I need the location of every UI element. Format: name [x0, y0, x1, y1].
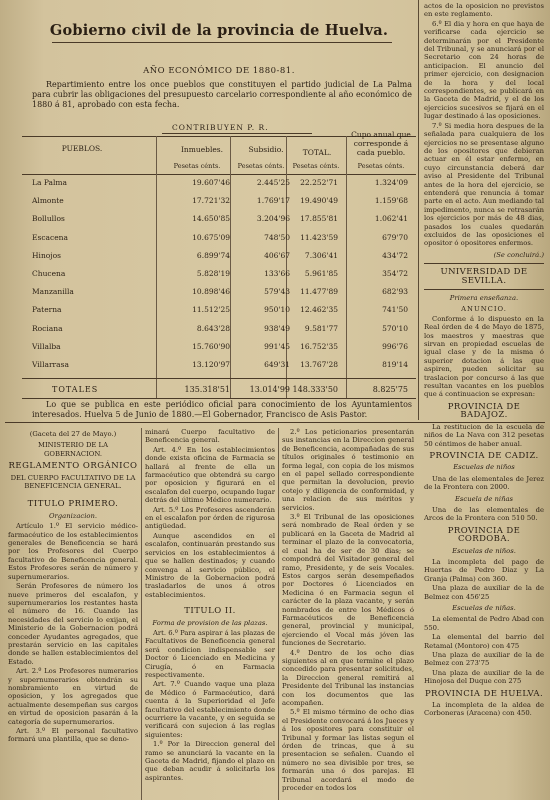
contribuyen-label: CONTRIBUYEN P. R.	[172, 123, 269, 132]
town-name: Bollullos	[32, 214, 65, 224]
subsidio-value: 406'67	[264, 250, 290, 260]
subsidio-value: 1.769'17	[256, 196, 290, 206]
totals-label: TOTALES	[52, 385, 99, 394]
table-row	[22, 342, 416, 362]
title-rule	[52, 42, 392, 43]
article-paragraph: minará Cuerpo facultativo de Beneficencia general.	[145, 428, 275, 445]
table-row	[22, 196, 416, 216]
town-name: Rociana	[32, 323, 63, 333]
table-row	[22, 214, 416, 234]
inmuebles-value: 11.512'25	[192, 305, 230, 315]
right-column	[424, 0, 544, 800]
inmuebles-value: 10.898'46	[192, 287, 230, 297]
inmuebles-value: 8.643'28	[196, 323, 230, 333]
ministerio-heading: MINISTERIO DE LA GOBERNACION.	[38, 441, 108, 458]
article-paragraph: Una plaza de auxiliar de la de Belmez con 456'25	[424, 584, 544, 601]
contrib-rule	[162, 133, 312, 134]
total-value: 9.581'77	[304, 323, 338, 333]
totals-rule	[22, 378, 416, 379]
province-heading: PROVINCIA DE CADIZ.	[429, 450, 539, 461]
town-name: Chucena	[32, 269, 66, 278]
cupo-value: 354'72	[382, 269, 408, 278]
cupo-value: 819'14	[382, 360, 408, 369]
closing-paragraph: Lo que se publica en este periódico oficial para conocimiento de los Ayuntamientos interesados. Huelva 5 de Junio de 1880.—El Gobernador, Francisco de Asis Pastor.	[32, 400, 412, 419]
article-paragraph: 6.º El dia y hora en que haya de verificarse cada ejercicio se determinarán por el Presidente del Tribunal, y se anunciará por el Secretario con 24 horas de anticipacion. El anuncio del primer ejercicio, con designacion de la hora y del local correspondientes, se publicará en la Gaceta de Madrid, y el de los ejercicios sucesivos se fijará en el lugar destinado á las oposiciones.	[424, 19, 544, 121]
subsidio-value: 2.445'25	[256, 178, 290, 187]
forma-heading: Forma de provision de las plazas.	[152, 618, 268, 627]
school-type: Escuela de niñas	[454, 494, 514, 503]
article-paragraph: Artículo 1.º El servicio médico-farmacéutico de los establecimientos generales de Beneficencia se hará por los Profesores del Cuerpo facultativo de Beneficencia general. Estos Profesores serán de número y supernumerarios.	[8, 522, 138, 581]
town-name: Hinojos	[32, 250, 61, 260]
total-value: 17.855'81	[300, 214, 338, 224]
article-paragraph: Art. 2.º Los Profesores numerarios y supernumerarios obtendrán su nombramiento en virtud de oposicion, y los agregados que actualmente desempeñan sus cargos en virtud de oposicion pasarán á la categoría de supernumerarios.	[8, 667, 138, 726]
total-value: 22.252'71	[300, 178, 338, 187]
column-rule	[141, 428, 142, 800]
school-type: Escuelas de niños.	[452, 546, 516, 555]
province-heading: PROVINCIA DE HUELVA.	[424, 688, 544, 699]
subsidio-value: 579'43	[264, 287, 290, 297]
unit-label: Pesetas cénts.	[292, 162, 340, 170]
inmuebles-value: 5.828'19	[196, 269, 230, 278]
inmuebles-value: 6.899'74	[196, 250, 230, 260]
cupo-value: 1.159'68	[374, 196, 408, 206]
article-paragraph: La incompleta del pago de Huertas de Pedro Diaz y La Granja (Palma) con 360.	[424, 557, 544, 583]
continued-note: (Se concluirá.)	[493, 250, 544, 259]
table-row	[22, 269, 416, 289]
column-rule	[418, 0, 419, 420]
cupo-value: 741'50	[382, 305, 408, 315]
unit-label: Pesetas cénts.	[357, 162, 405, 170]
fiscal-year: AÑO ECONÓMICO DE 1880-81.	[143, 66, 295, 76]
article-paragraph: Art. 6.º Para aspirar á las plazas de Facultativos de Beneficencia general será condicion indispensable ser Doctor ó Licenciado en Medicina y Cirugía, ó en Farmacia respectivamente.	[145, 628, 275, 679]
article-paragraph: 2.º Los peticionarios presentarán sus instancias en la Direccion general de Beneficencia, acompañadas de sus títulos originales ó testimonio en forma legal, con copia de los mismos en el papel sellado correspondiente que permitan la devolucion, previo cotejo y diligencia de conformidad, y una relacion de sus méritos y servicios.	[282, 428, 414, 512]
article-paragraph: La elemental de Pedro Abad con 550.	[424, 615, 544, 632]
table-header-rule	[22, 174, 416, 175]
col-header-pueblos: PUEBLOS.	[61, 144, 103, 153]
page-title: Gobierno civil de la provincia de Huelva.	[49, 22, 389, 39]
gaceta-ref: (Gaceta del 27 de Mayo.)	[29, 430, 117, 438]
province-heading: PROVINCIA DE BADAJOZ.	[447, 401, 521, 421]
table-row	[22, 324, 416, 344]
total-inmuebles: 135.318'51	[184, 385, 230, 394]
cupo-value: 996'76	[382, 341, 408, 351]
article-paragraph: La restitucion de la escuela de niños de La Nava con 312 pesetas 50 céntimos de haber anual.	[424, 422, 544, 448]
inmuebles-value: 14.650'85	[192, 214, 230, 224]
article-paragraph: 3.º El Tribunal de las oposiciones será nombrado de Real órden y se publicará en la Gaceta de Madrid al terminar el plazo de la convocatoria, el cual ha de ser de 30 dias; se compondrá del Visitador general del ramo, Presidente, y de seis Vocales. Estos cargos serán desempeñados por Doctores ó Licenciados en Medicina ó en Farmacia segun el carácter de la plaza vacante, y serán nombrados de entre los Médicos ó Farmacéuticos de Beneficencia general, provincial y municipal, ejerciendo el Vocal más jóven las funciones de Secretario.	[282, 513, 414, 648]
cupo-value: 1.324'09	[374, 178, 408, 187]
article-paragraph: Una de las elementales de Jerez de la Frontera con 2000.	[424, 474, 544, 492]
unit-label: Pesetas cénts.	[237, 162, 285, 170]
article-column-1	[8, 428, 138, 800]
article-paragraph: Una de las elementales de Arcos de la Frontera con 510 50.	[424, 505, 544, 523]
total-value: 13.767'28	[300, 360, 338, 369]
col-header-total: TOTAL.	[302, 148, 332, 157]
unit-label: Pesetas cénts.	[173, 162, 221, 170]
school-type: Escuelas de niñas.	[452, 604, 516, 612]
titulo-segundo: TITULO II.	[184, 606, 236, 617]
total-subsidio: 13.014'99	[249, 385, 290, 394]
section-rule	[424, 263, 544, 264]
inmuebles-value: 17.721'32	[192, 196, 230, 206]
subsidio-value: 133'66	[264, 269, 290, 278]
table-row	[22, 178, 416, 198]
article-paragraph: Una plaza de auxiliar de la de Hinojosa del Duque con 275	[424, 668, 544, 686]
totals-bottom-rule	[22, 398, 416, 399]
cupo-value: 434'72	[382, 250, 408, 260]
section-rule	[424, 289, 544, 290]
article-paragraph: Art. 3.º El personal facultativo formará una plantilla, que se deno-	[8, 727, 138, 744]
table-row	[22, 287, 416, 307]
organizacion-heading: Organizacion.	[48, 511, 98, 520]
article-paragraph: 1.º Por la Direccion general del ramo se anunciará la vacante en la Gaceta de Madrid, fijando el plazo en que deban acudir á solicitarla los aspirantes.	[145, 740, 275, 782]
col-header-cupo: Cupo anual que corresponde á cada pueblo.	[351, 130, 411, 157]
town-name: Villarrasa	[32, 360, 69, 369]
main-notice	[22, 0, 416, 420]
article-paragraph: Conforme á lo dispuesto en la Real órden de 4 de Mayo de 1875, los maestros y maestras que sirvan en propiedad escuelas de igual clase y de la misma ó superior dotacion á las que aspiren, pueden solicitar su traslacion por concurso á las que resultan vacantes en los pueblos que á continuacion se expresan:	[424, 314, 544, 399]
town-name: Escacena	[32, 232, 68, 242]
total-value: 16.752'35	[300, 341, 338, 351]
article-paragraph: Art. 5.º Los Profesores ascenderán en el escalafon por órden de rigurosa antigüedad.	[145, 505, 275, 531]
article-paragraph: 7.º Si media hora despues de la señalada para cualquiera de los ejercicios no se presentase alguno de los opositores que debieran actuar en él estar enfermo, en cuyo circunstancia deberá dar aviso al Presidente del Tribunal antes de la hora del ejercicio, se entenderá que renuncia á tomar parte en el acto. Aun mediando tal impedimento, nunca se retrasarán los ejercicios por más de 48 dias, pasados los cuales quedarán excluidos de las oposiciones el opositor ó opositores enfermos.	[424, 121, 544, 248]
article-column-3	[282, 428, 414, 800]
inmuebles-value: 13.120'97	[192, 360, 230, 369]
article-paragraph: 4.º Dentro de los ocho dias siguientes al en que termine el plazo concedido para presentar solicitudes, la Direccion general remitirá al Presidente del Tribunal las instancias con los documentos que las acompañen.	[282, 648, 414, 707]
article-paragraph: Aunque ascendidos en el escalafon, continuarán prestando sus servicios en los establecimientos á que se hallen destinados; y cuando convenga al servicio público, el Ministro de la Gobernacion podrá trasladarlos de unos á otros establecimientos.	[145, 531, 275, 599]
town-name: Manzanilla	[32, 287, 74, 297]
article-paragraph: Una plaza de auxiliar de la de Belmez con 273'75	[424, 651, 544, 668]
article-paragraph: 5.º El mismo término de ocho dias el Presidente convocará á los Jueces y á los opositores para constituir el Tribunal y formar las listas segun el órden de trincas, que á su presentacion se señalen. Cuando el número no sea divisible por tres, se formarán una ó dos parejas. El Tribunal acordará el modo de proceder en todos los	[282, 708, 414, 793]
subsidio-value: 3.204'96	[256, 214, 290, 224]
col-header-inmuebles: Inmuebles.	[180, 145, 224, 154]
intro-paragraph: Repartimiento entre los once pueblos que constituyen el partido judicial de La Palma para cubrir las obligaciones del presupuesto carcelario correspondiente al año económico de 1880 á 81, aprobado con esta fecha.	[32, 80, 412, 109]
subsidio-value: 950'10	[264, 305, 290, 315]
titulo-primero: TITULO PRIMERO.	[27, 499, 119, 510]
cupo-value: 570'10	[382, 323, 408, 333]
town-name: Almonte	[32, 196, 64, 206]
column-rule	[278, 428, 279, 800]
town-name: La Palma	[32, 178, 67, 187]
town-name: Paterna	[32, 305, 62, 315]
cupo-value: 1.062'41	[374, 214, 408, 224]
table-row	[22, 360, 416, 380]
inmuebles-value: 19.607'46	[192, 178, 230, 187]
inmuebles-value: 10.675'09	[192, 232, 230, 242]
cuerpo-heading: DEL CUERPO FACULTATIVO DE LA BENEFICENCIA GENERAL.	[10, 473, 136, 491]
anuncio-heading: ANUNCIO.	[461, 305, 507, 314]
article-paragraph: actos de la oposicion no previstos en este reglamento.	[424, 2, 544, 19]
total-total: 148.333'50	[292, 385, 338, 394]
total-value: 19.490'49	[300, 196, 338, 206]
subsidio-value: 649'31	[264, 360, 290, 369]
total-cupo: 8.825'75	[372, 385, 408, 394]
cupo-value: 679'70	[382, 232, 408, 242]
table-row	[22, 251, 416, 271]
cupo-value: 682'93	[382, 287, 408, 297]
total-value: 12.462'35	[300, 305, 338, 315]
total-value: 11.423'59	[300, 232, 338, 242]
total-value: 11.477'89	[300, 287, 338, 297]
col-header-subsidio: Subsidio.	[248, 145, 284, 154]
table-row	[22, 233, 416, 253]
subsidio-value: 938'49	[264, 323, 290, 333]
article-paragraph: La elemental del barrio del Retamal (Montoro) con 475	[424, 633, 544, 650]
article-paragraph: Art. 4.º En los establecimientos donde exista oficina de Farmacia se hallará al frente de ella un farmacéutico que obtendrá su cargo por oposicion y figurará en el escalafon del cuerpo, ocupando lugar detrás del último Médico numerario.	[145, 445, 275, 505]
reglamento-heading: REGLAMENTO ORGÁNICO	[8, 461, 138, 472]
inmuebles-value: 15.760'90	[192, 341, 230, 351]
total-value: 5.961'85	[304, 269, 338, 278]
article-paragraph: Art. 7.º Cuando vaque una plaza de Médico ó Farmacéutico, dará cuenta á la Superioridad el Jefe facultativo del establecimiento donde ocurriere la vacante, y en seguida se verificará con sujecion á las reglas siguientes:	[145, 680, 275, 739]
article-paragraph: La incompleta de la aldea de Corboneras (Aracena) con 450.	[424, 701, 544, 718]
subsidio-value: 748'50	[264, 232, 290, 242]
universidad-heading: UNIVERSIDAD DE SEVILLA.	[440, 267, 528, 286]
town-name: Villalba	[32, 341, 61, 351]
article-paragraph: Serán Profesores de número los nueve primeros del escalafon, y supernumerarios los restantes hasta el número de 16. Cuando las necesidades del servicio lo exijan, el Ministerio de la Gobernacion podrá conceder Ayudantes agregados, que prestarán servicio en las capitales donde se hallen establecimientos del Estado.	[8, 582, 138, 666]
subsidio-value: 991'45	[264, 341, 290, 351]
primera-ensenanza: Primera enseñanza.	[449, 294, 519, 302]
total-value: 7.306'41	[304, 250, 338, 260]
table-row	[22, 305, 416, 325]
province-heading: PROVINCIA DE CORDOBA.	[447, 525, 521, 545]
school-type: Escuelas de niños	[453, 463, 515, 472]
article-column-2	[145, 428, 275, 800]
